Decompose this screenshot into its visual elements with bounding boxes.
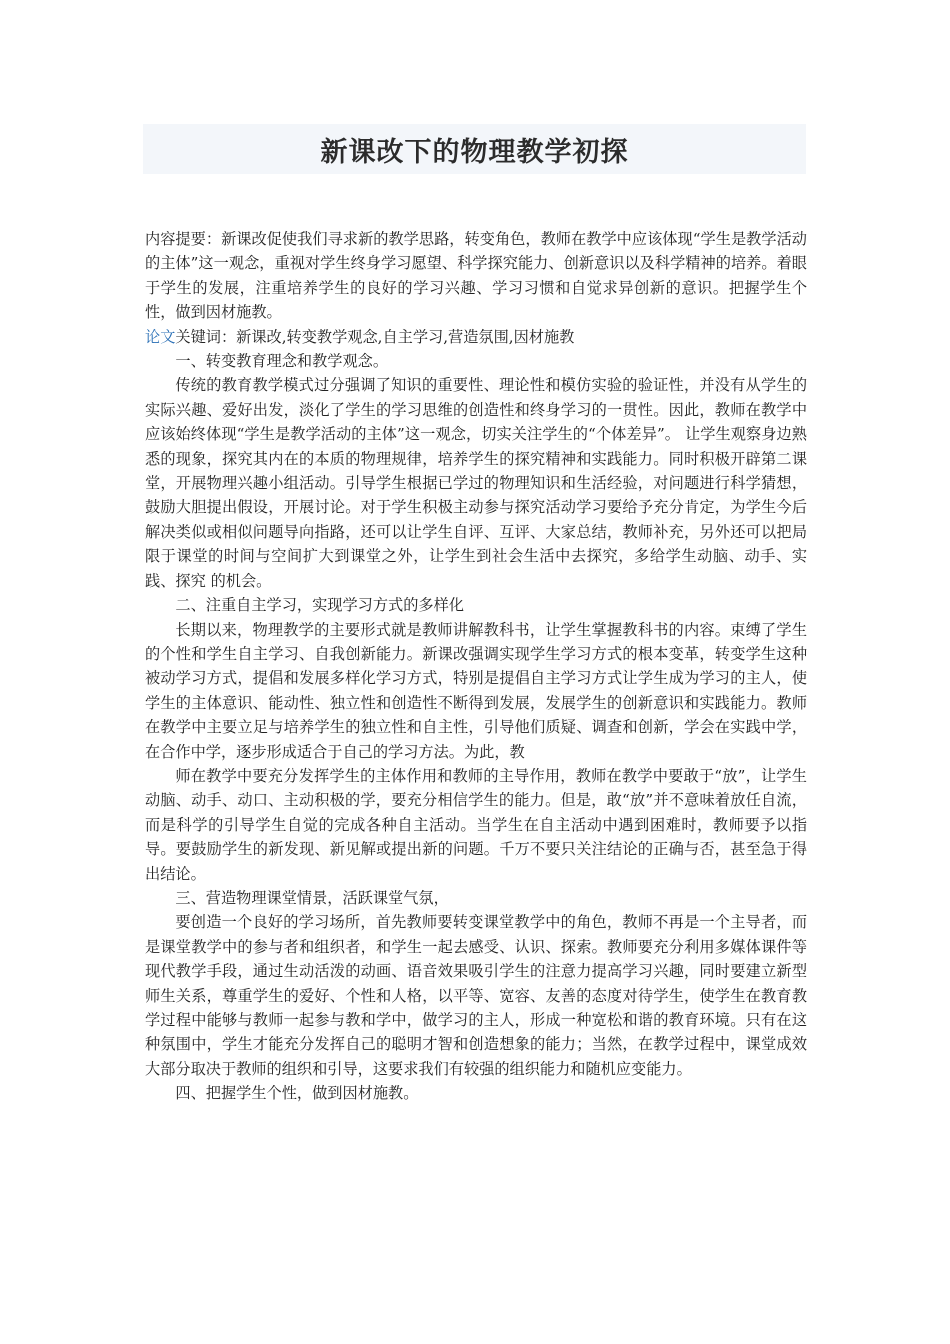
- keywords-link[interactable]: 论文: [145, 327, 176, 346]
- section-heading: 四、把握学生个性，做到因材施教。: [175, 1084, 419, 1103]
- body-paragraph: 师在教学中要充分发挥学生的主体作用和教师的主导作用，教师在教学中要敢于“放”，让学生动脑、动手、动口、主动积极的学，要充分相信学生的能力。但是，敢“放”并不意味着放任自流，而是科学的引导学生自觉的完成各种自主活动。当学生在自主活动中遇到困难时，教师要予以指导。要鼓励学生的新发现、新见解或提出新的问题。千万不要只关注结论的正确与否，甚至急于得出结论。: [145, 766, 807, 883]
- document-title: 新课改下的物理教学初探: [320, 136, 629, 168]
- document-body: [145, 227, 807, 1106]
- section-heading: 一、转变教育理念和教学观念。: [175, 352, 389, 371]
- abstract: 内容提要：新课改促使我们寻求新的教学思路，转变角色，教师在教学中应该体现“学生是教学活动的主体”这一观念，重视对学生终身学习愿望、科学探究能力、创新意识以及科学精神的培养。着眼于学生的发展，注重培养学生的良好的学习兴趣、学习习惯和自觉求异创新的意识。把握学生个性，做到因材施教。: [145, 230, 807, 322]
- body-paragraph: 传统的教育教学模式过分强调了知识的重要性、理论性和模仿实验的验证性，并没有从学生的实际兴趣、爱好出发，淡化了学生的学习思维的创造性和终身学习的一贯性。因此，教师在教学中应该始终体现“学生是教学活动的主体”这一观念，切实关注学生的“个体差异”。 让学生观察身边熟悉的现象，探究其内在的本质的物理规律，培养学生的探究精神和实践能力。同时积极开辟第二课堂，开展物理兴趣小组活动。引导学生根据已学过的物理知识和生活经验，对问题进行科学猜想，鼓励大胆提出假设，开展讨论。对于学生积极主动参与探究活动学习要给予充分肯定，为学生今后解决类似或相似问题导向指路，还可以让学生自评、互评、大家总结，教师补充，另外还可以把局限于课堂的时间与空间扩大到课堂之外，让学生到社会生活中去探究，多给学生动脑、动手、实践、探究 的机会。: [145, 376, 807, 590]
- body-paragraph: 要创造一个良好的学习场所，首先教师要转变课堂教学中的角色，教师不再是一个主导者，而是课堂教学中的参与者和组织者，和学生一起去感受、认识、探索。教师要充分利用多媒体课件等现代教学手段，通过生动活泼的动画、语音效果吸引学生的注意力提高学习兴趣，同时要建立新型师生关系，尊重学生的爱好、个性和人格，以平等、宽容、友善的态度对待学生，使学生在教育教学过程中能够与教师一起参与教和学中，做学习的主人，形成一种宽松和谐的教育环境。只有在这种氛围中，学生才能充分发挥自己的聪明才智和创造想象的能力；当然，在教学过程中，课堂成效大部分取决于教师的组织和引导，这要求我们有较强的组织能力和随机应变能力。: [145, 913, 807, 1078]
- keywords-line: [145, 325, 807, 349]
- keywords-text: 关键词：新课改,转变教学观念,自主学习,营造氛围,因材施教: [175, 327, 575, 346]
- body-paragraph: 长期以来，物理教学的主要形式就是教师讲解教科书，让学生掌握教科书的内容。束缚了学生的个性和学生自主学习、自我创新能力。新课改强调实现学生学习方式的根本变革，转变学生这种被动学习方式，提倡和发展多样化学习方式，特别是提倡自主学习方式让学生成为学习的主人，使学生的主体意识、能动性、独立性和创造性不断得到发展，发展学生的创新意识和实践能力。教师在教学中主要立足与培养学生的独立性和自主性，引导他们质疑、调查和创新，学会在实践中学，在合作中学，逐步形成适合于自己的学习方法。为此，教: [145, 620, 807, 761]
- section-heading: 三、营造物理课堂情景，活跃课堂气氛，: [175, 888, 449, 907]
- title-banner: [143, 124, 806, 174]
- section-heading: 二、注重自主学习，实现学习方式的多样化: [175, 596, 464, 615]
